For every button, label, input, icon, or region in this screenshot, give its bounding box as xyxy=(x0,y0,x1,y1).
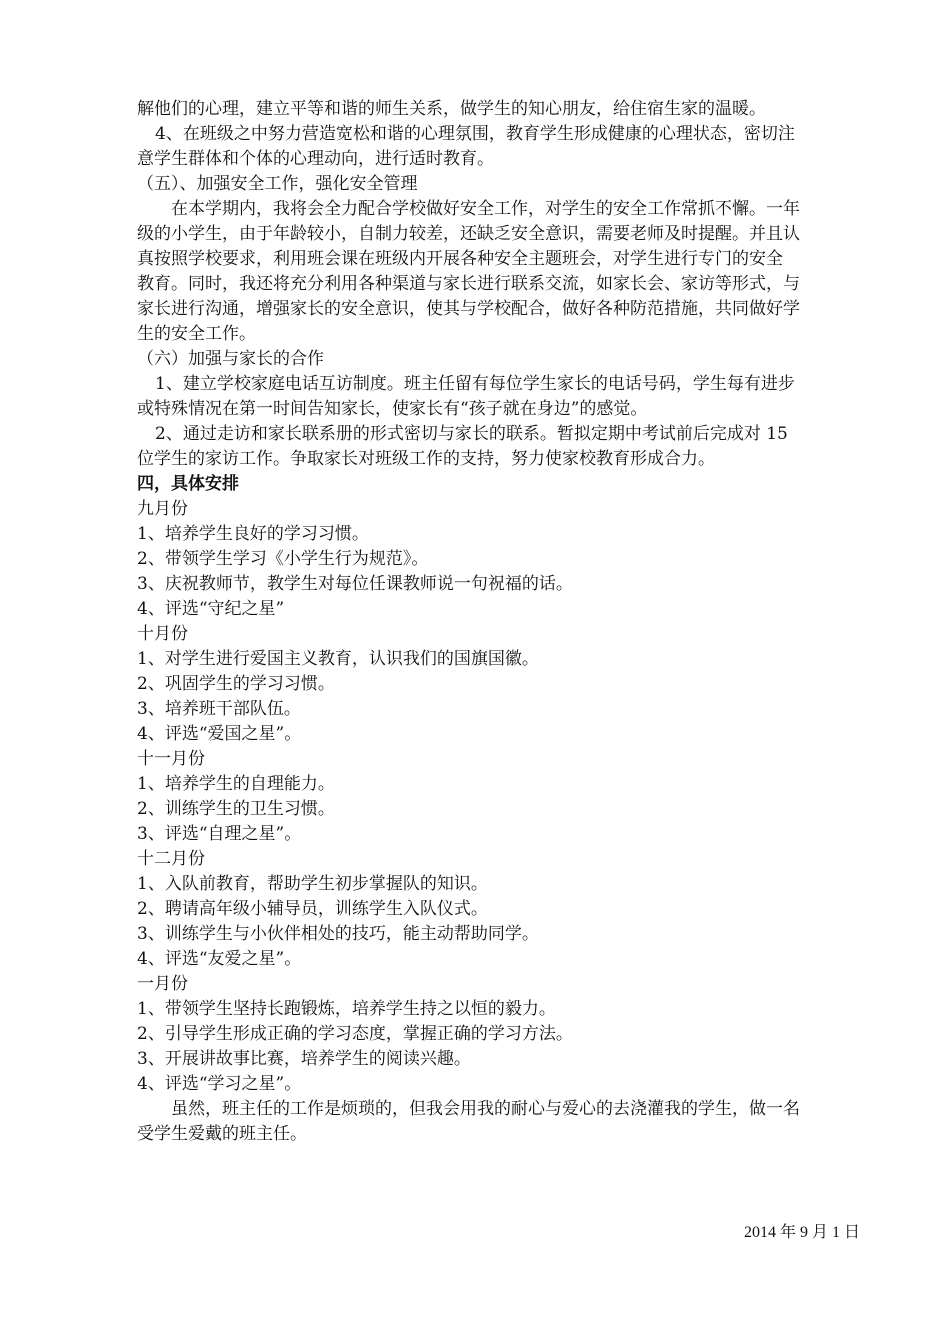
list-item: 4、评选“爱国之星”。 xyxy=(137,724,302,744)
paragraph-line: 解他们的心理，建立平等和谐的师生关系，做学生的知心朋友，给住宿生家的温暖。 xyxy=(137,99,766,119)
list-item: 2、巩固学生的学习习惯。 xyxy=(137,674,335,694)
section-heading: （六）加强与家长的合作 xyxy=(137,349,324,369)
paragraph-line: 生的安全工作。 xyxy=(137,324,256,344)
paragraph-line: 受学生爱戴的班主任。 xyxy=(137,1124,307,1144)
list-item: 1、培养学生良好的学习习惯。 xyxy=(137,524,369,544)
paragraph-line: 1、建立学校家庭电话互访制度。班主任留有每位学生家长的电话号码，学生每有进步 xyxy=(155,374,795,394)
paragraph-line: 级的小学生，由于年龄较小，自制力较差，还缺乏安全意识，需要老师及时提醒。并且认 xyxy=(137,224,800,244)
list-item: 4、评选“学习之星”。 xyxy=(137,1074,302,1094)
list-item: 1、带领学生坚持长跑锻炼，培养学生持之以恒的毅力。 xyxy=(137,999,556,1019)
paragraph-line: 虽然，班主任的工作是烦琐的，但我会用我的耐心与爱心的去浇灌我的学生，做一名 xyxy=(171,1099,800,1119)
month-heading: 十二月份 xyxy=(137,849,205,869)
paragraph-line: 真按照学校要求，利用班会课在班级内开展各种安全主题班会，对学生进行专门的安全 xyxy=(137,249,783,269)
list-item: 1、培养学生的自理能力。 xyxy=(137,774,335,794)
month-heading: 十一月份 xyxy=(137,749,205,769)
list-item: 1、入队前教育，帮助学生初步掌握队的知识。 xyxy=(137,874,488,894)
list-item: 2、带领学生学习《小学生行为规范》。 xyxy=(137,549,429,569)
paragraph-line: 4、在班级之中努力营造宽松和谐的心理氛围，教育学生形成健康的心理状态，密切注 xyxy=(155,124,795,144)
section-heading: （五）、加强安全工作，强化安全管理 xyxy=(137,174,418,194)
paragraph-line: 或特殊情况在第一时间告知家长，使家长有“孩子就在身边”的感觉。 xyxy=(137,399,648,419)
list-item: 4、评选“友爱之星”。 xyxy=(137,949,302,969)
paragraph-line: 教育。同时，我还将充分利用各种渠道与家长进行联系交流，如家长会、家访等形式，与 xyxy=(137,274,800,294)
paragraph-line: 意学生群体和个体的心理动向，进行适时教育。 xyxy=(137,149,494,169)
section-heading: 四，具体安排 xyxy=(137,474,239,494)
list-item: 3、庆祝教师节，教学生对每位任课教师说一句祝福的话。 xyxy=(137,574,573,594)
list-item: 4、评选“守纪之星” xyxy=(137,599,285,619)
list-item: 3、评选“自理之星”。 xyxy=(137,824,302,844)
month-heading: 十月份 xyxy=(137,624,188,644)
month-heading: 一月份 xyxy=(137,974,188,994)
list-item: 2、聘请高年级小辅导员，训练学生入队仪式。 xyxy=(137,899,488,919)
list-item: 3、训练学生与小伙伴相处的技巧，能主动帮助同学。 xyxy=(137,924,539,944)
list-item: 3、培养班干部队伍。 xyxy=(137,699,301,719)
list-item: 2、引导学生形成正确的学习态度，掌握正确的学习方法。 xyxy=(137,1024,573,1044)
paragraph-line: 位学生的家访工作。争取家长对班级工作的支持，努力使家校教育形成合力。 xyxy=(137,449,715,469)
document-date: 2014 年 9 月 1 日 xyxy=(743,1224,860,1241)
document-body xyxy=(137,97,861,1147)
list-item: 1、对学生进行爱国主义教育，认识我们的国旗国徽。 xyxy=(137,649,539,669)
paragraph-line: 2、通过走访和家长联系册的形式密切与家长的联系。暂拟定期中考试前后完成对 15 xyxy=(155,424,788,444)
month-heading: 九月份 xyxy=(137,499,188,519)
list-item: 2、训练学生的卫生习惯。 xyxy=(137,799,335,819)
list-item: 3、开展讲故事比赛，培养学生的阅读兴趣。 xyxy=(137,1049,471,1069)
paragraph-line: 家长进行沟通，增强家长的安全意识，使其与学校配合，做好各种防范措施，共同做好学 xyxy=(137,299,800,319)
paragraph-line: 在本学期内，我将会全力配合学校做好安全工作，对学生的安全工作常抓不懈。一年 xyxy=(171,199,800,219)
